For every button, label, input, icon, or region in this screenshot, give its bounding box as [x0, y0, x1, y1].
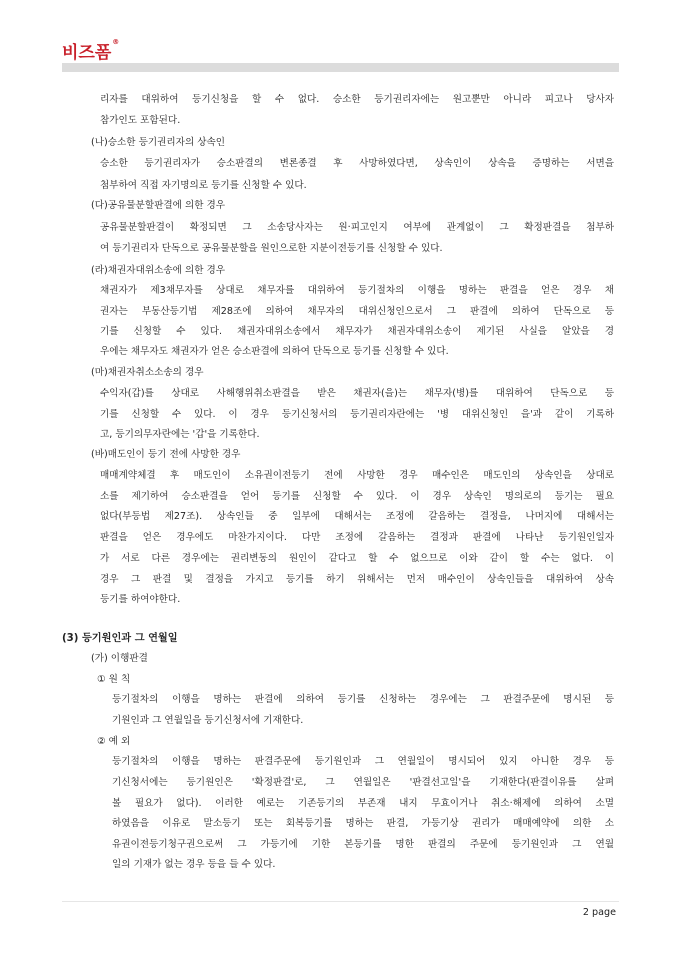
section-heading: (3) 등기원인과 그 연월일 [62, 633, 178, 644]
footer-rule [62, 901, 619, 902]
subsection-heading: (가) 이행판결 [91, 653, 148, 664]
subsection-heading: (라)채권자대위소송에 의한 경우 [91, 265, 226, 276]
body-text-line: 권자는 부동산등기법 제28조에 의하여 채무자의 대위신청인으로서 그 판결에 의하여 단독으로 등 [100, 306, 614, 317]
body-text-line: 기원인과 그 연월일을 등기신청서에 기재한다. [112, 715, 304, 726]
body-text-line: 등기절차의 이행을 명하는 판결주문에 등기원인과 그 연월일이 명시되어 있지 아니한 경우 등 [112, 756, 614, 767]
subsection-heading: (다)공유물분할판결에 의한 경우 [91, 200, 226, 211]
body-text-line: 하였음을 이유로 말소등기 또는 회복등기를 명하는 판결, 가등기상 권리가 매매예약에 의한 소 [112, 818, 614, 829]
body-text-line: 가 서로 다른 경우에는 권리변동의 원인이 같다고 할 수 없으므로 이와 같이 할 수는 없다. 이 [100, 553, 614, 564]
body-text-line: 일의 기재가 없는 경우 등을 들 수 있다. [112, 859, 276, 870]
body-text-line: 기를 신청할 수 있다. 이 경우 등기신청서의 등기권리자란에는 '병 대위신청인 을'과 같이 기록하 [100, 409, 614, 420]
body-text-line: 기를 신청할 수 있다. 채권자대위소송에서 채무자가 채권자대위소송이 제기된 사실을 알았을 경 [100, 326, 614, 337]
body-text-line: 매매계약체결 후 매도인이 소유권이전등기 전에 사망한 경우 매수인은 매도인의 상속인을 상대로 [100, 470, 614, 481]
body-text-line: 수익자(갑)를 상대로 사해행위취소판결을 받은 채권자(을)는 채무자(병)를 대위하여 단독으로 등 [100, 388, 614, 399]
header-logo [62, 38, 119, 63]
body-text-line: 참가인도 포함된다. [100, 115, 181, 126]
body-text-line: 승소한 등기권리자가 승소판결의 변론종결 후 사망하였다면, 상속인이 상속을 증명하는 서면을 [100, 158, 614, 169]
body-text-line: 유권이전등기청구권으로써 그 가등기에 기한 본등기를 명한 판결의 주문에 등기원인과 그 연월 [112, 839, 614, 850]
subsection-heading: (바)매도인이 등기 전에 사망한 경우 [91, 449, 241, 460]
registered-mark: ® [112, 38, 120, 46]
body-text-line: 없다(부등법 제27조). 상속인들 중 일부에 대해서는 조정에 갈음하는 결정을, 나머지에 대해서는 [100, 511, 614, 522]
body-text-line: 우에는 채무자도 채권자가 얻은 승소판결에 의하여 단독으로 등기를 신청할 수 있다. [100, 346, 449, 357]
subsection-heading: (마)채권자취소소송의 경우 [91, 367, 204, 378]
body-text-line: 등기절차의 이행을 명하는 판결에 의하여 등기를 신청하는 경우에는 그 판결주문에 명시된 등 [112, 694, 614, 705]
body-text-line: 고, 등기의무자란에는 '갑'을 기록한다. [100, 429, 260, 440]
body-text-line: 기신청서에는 등기원인은 '확정판결'로, 그 연월일은 '판결선고일'을 기재한다(판결이유를 살펴 [112, 777, 614, 788]
page-number: 2 page [582, 907, 616, 918]
header-bar [62, 63, 619, 72]
logo-text: 비즈폼 [62, 43, 112, 63]
body-text-line: 소를 제기하여 승소판결을 얻어 등기를 신청할 수 있다. 이 경우 상속인 명의로의 등기는 필요 [100, 491, 614, 502]
item-heading: ① 원 칙 [97, 674, 131, 685]
body-text-line: 리자를 대위하여 등기신청을 할 수 없다. 승소한 등기권리자에는 원고뿐만 아니라 피고나 당사자 [100, 94, 614, 105]
body-text-line: 등기를 하여야한다. [100, 594, 181, 605]
subsection-heading: (나)승소한 등기권리자의 상속인 [91, 137, 226, 148]
body-text-line: 여 등기권리자 단독으로 공유물분할을 원인으로한 지분이전등기를 신청할 수 있다. [100, 243, 443, 254]
body-text-line: 첨부하여 직접 자기명의로 등기를 신청할 수 있다. [100, 180, 307, 191]
body-text-line: 채권자가 제3채무자를 상대로 채무자를 대위하여 등기절차의 이행을 명하는 판결을 얻은 경우 채 [100, 285, 614, 296]
item-heading: ② 예 외 [97, 736, 131, 747]
body-text-line: 공유물분할판결이 확정되면 그 소송당사자는 원·피고인지 여부에 관계없이 그 확정판결을 첨부하 [100, 222, 614, 233]
body-text-line: 판결을 얻은 경우에도 마찬가지이다. 다만 조정에 갈음하는 결정과 판결에 나타난 등기원인일자 [100, 532, 614, 543]
body-text-line: 경우 그 판결 및 결정을 가지고 등기를 하기 위해서는 먼저 매수인이 상속인들을 대위하여 상속 [100, 574, 614, 585]
body-text-line: 볼 필요가 없다). 이러한 예로는 기존등기의 부존재 내지 무효이거나 취소·해제에 의하여 소멸 [112, 798, 614, 809]
